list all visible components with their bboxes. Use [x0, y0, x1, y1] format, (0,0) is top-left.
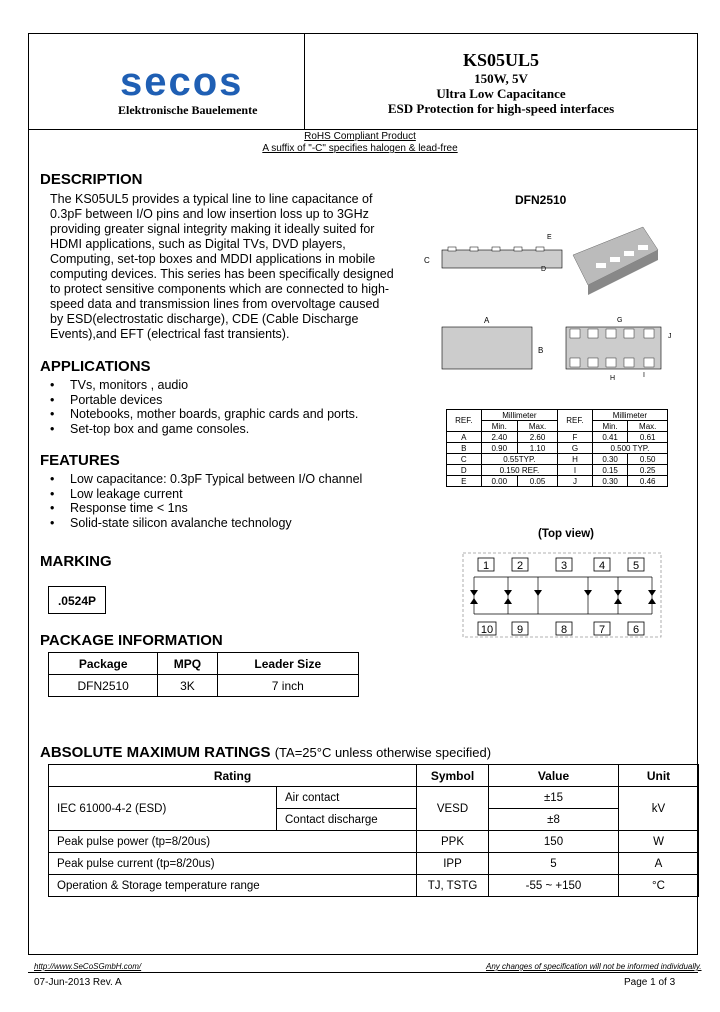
- features-list: [50, 472, 362, 531]
- dim-label-e: E: [547, 234, 552, 241]
- footer-page: Page 1 of 3: [624, 977, 676, 988]
- table-row: E 0.00 0.05 J 0.30 0.46: [447, 476, 668, 487]
- table-row: C 0.55TYP. H 0.30 0.50: [447, 454, 668, 465]
- package-drawing-title: DFN2510: [515, 193, 567, 207]
- rating-line: 150W, 5V: [474, 71, 528, 86]
- rohs-note: [250, 131, 470, 155]
- table-header: Symbol: [417, 765, 489, 787]
- dim-label-j: J: [668, 333, 672, 340]
- description-heading: DESCRIPTION: [40, 171, 143, 188]
- table-row: Peak pulse power (tp=8/20us) PPK 150 W: [49, 831, 699, 853]
- applications-heading: APPLICATIONS: [40, 358, 151, 375]
- table-row: Operation & Storage temperature range TJ, TSTG -55 ~ +150 °C: [49, 875, 699, 897]
- table-row: D 0.150 REF. I 0.15 0.25: [447, 465, 668, 476]
- pin-4: 4: [598, 560, 606, 572]
- list-item: • Set-top box and game consoles.: [50, 422, 358, 437]
- dim-label-i: I: [643, 372, 645, 379]
- dim-label-c: C: [424, 256, 430, 265]
- subtitle-line: Ultra Low Capacitance: [436, 86, 566, 101]
- amr-heading: ABSOLUTE MAXIMUM RATINGS (TA=25°C unless otherwise specified): [40, 744, 492, 761]
- top-view-title: (Top view): [538, 528, 595, 540]
- pin-8: 8: [560, 624, 568, 636]
- table-header: MPQ: [158, 653, 217, 675]
- pin-5: 5: [632, 560, 640, 572]
- table-header: Unit: [619, 765, 699, 787]
- footer-url[interactable]: http://www.SeCoSGmbH.com/: [34, 962, 142, 971]
- list-item: • Solid-state silicon avalanche technology: [50, 516, 362, 531]
- pin-6: 6: [632, 624, 640, 636]
- dim-label-a: A: [484, 316, 490, 325]
- package-drawing: [418, 215, 690, 385]
- subtitle-line-2: ESD Protection for high-speed interfaces: [387, 101, 615, 116]
- pin-2: 2: [516, 560, 524, 572]
- table-row: DFN2510 3K 7 inch: [49, 675, 359, 697]
- footer-rule: [28, 972, 698, 973]
- table-row: A 2.40 2.60 F 0.41 0.61: [447, 432, 668, 443]
- logo: secos: [120, 60, 244, 104]
- pin-3: 3: [560, 560, 568, 572]
- package-info-heading: PACKAGE INFORMATION: [40, 632, 223, 649]
- features-heading: FEATURES: [40, 452, 120, 469]
- table-header: Package: [49, 653, 158, 675]
- part-number: KS05UL5: [462, 50, 540, 70]
- table-row: Contact discharge ±8: [49, 809, 699, 831]
- rohs-line-1: RoHS Compliant Product: [304, 131, 416, 142]
- dim-label-d: D: [541, 266, 547, 273]
- dim-label-g: G: [617, 317, 623, 324]
- applications-list: [50, 378, 358, 437]
- logo-subtitle: Elektronische Bauelemente: [118, 103, 258, 117]
- amr-condition: (TA=25°C unless otherwise specified): [274, 745, 492, 760]
- dim-label-h: H: [610, 375, 616, 382]
- pin-1: 1: [482, 560, 490, 572]
- header-divider: [28, 129, 698, 130]
- table-header: Value: [489, 765, 619, 787]
- title-block: [304, 50, 698, 116]
- pin-9: 9: [516, 624, 524, 636]
- list-item: • Portable devices: [50, 393, 358, 408]
- description-text: The KS05UL5 provides a typical line to line capacitance of 0.3pF between I/O pins and low insertion loss up to 3GHz providing greater signal integrity making it ideally suited for HDMI applications, such as Digital TVs, DVD players, Computing, set-top boxes and MDDI applications in mobile computing devices. This series has been specifically designed to protect sensitive components which are connected to high-speed data and transmission lines from overvoltage caused by ESD(electrostatic discharge), CDE (Cable Discharge Events),and EFT (electrical fast transients).: [50, 192, 394, 341]
- rohs-line-2: A suffix of "-C" specifies halogen & lead-free: [262, 143, 458, 154]
- dim-label-b: B: [538, 346, 544, 355]
- marking-heading: MARKING: [40, 553, 112, 570]
- footer-notice: Any changes of specification will not be informed individually.: [486, 962, 702, 971]
- marking-code: .0524P: [48, 586, 106, 614]
- package-table: [48, 652, 359, 697]
- footer-date: 07-Jun-2013 Rev. A: [34, 977, 122, 988]
- list-item: • Low leakage current: [50, 487, 362, 502]
- table-row: B 0.90 1.10 G 0.500 TYP.: [447, 443, 668, 454]
- list-item: • Response time < 1ns: [50, 501, 362, 516]
- dimension-table: REF. Millimeter REF. Millimeter Min. Max. Min. Max. A 2.40 2.60 F 0.41 0.61 B 0.90 1.10 G 0.500 TYP. C 0.55TYP. H 0.30 0.50 D 0.150 REF. I 0.15 0.25 E 0.00 0.05 J 0.30 0.46: [446, 409, 668, 487]
- table-row: Peak pulse current (tp=8/20us) IPP 5 A: [49, 853, 699, 875]
- pin-7: 7: [598, 624, 606, 636]
- list-item: • Low capacitance: 0.3pF Typical between I/O channel: [50, 472, 362, 487]
- table-header: Leader Size: [217, 653, 358, 675]
- table-header: Rating: [49, 765, 417, 787]
- table-row: IEC 61000-4-2 (ESD) Air contact VESD ±15 kV: [49, 787, 699, 809]
- list-item: • Notebooks, mother boards, graphic cards and ports.: [50, 407, 358, 422]
- pinout-diagram: [462, 552, 662, 638]
- list-item: • TVs, monitors , audio: [50, 378, 358, 393]
- pin-10: 10: [480, 624, 494, 636]
- amr-table: [48, 764, 699, 897]
